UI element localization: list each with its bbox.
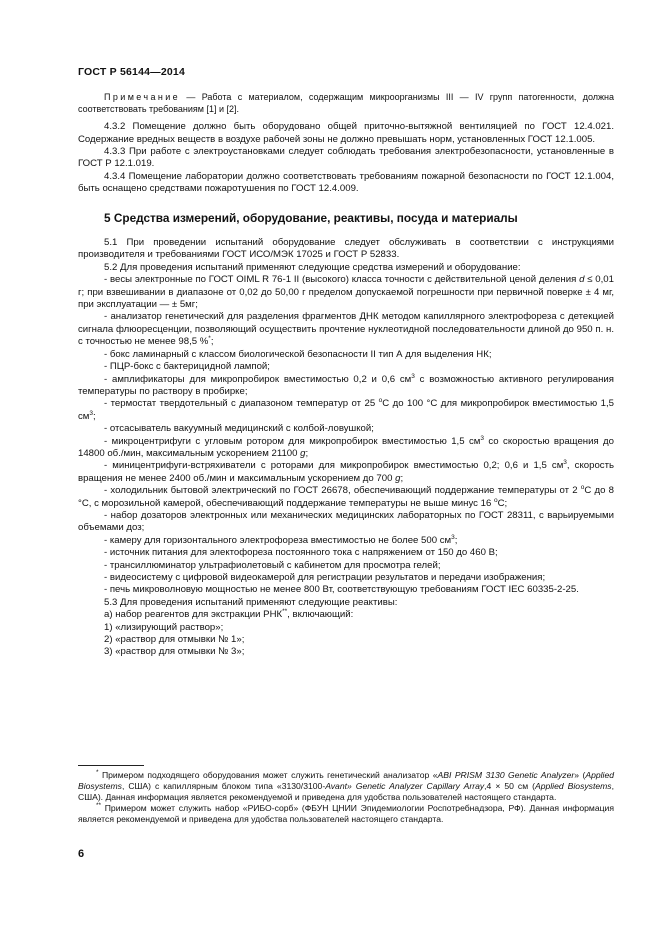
item-box-laminar: - бокс ламинарный с классом биологической безопасности II тип А для выделения НК; xyxy=(104,348,492,360)
item-chamber xyxy=(78,535,614,547)
text-italic: Avant» Genetic Analyzer Capillary Array xyxy=(325,781,485,791)
reagent-item: 3) «раствор для отмывки № 3»; xyxy=(104,646,245,658)
text: , США) с капиллярным блоком типа «3130/3100- xyxy=(121,781,326,791)
clause-5-2: 5.2 Для проведения испытаний применяют следующие средства измерений и оборудование: xyxy=(104,261,521,273)
text: С до 100 °С для микропробирок вместимостью 1,5 см xyxy=(78,398,615,422)
text: » ( xyxy=(574,770,586,780)
text: - микроцентрифуги с угловым ротором для микропробирок вместимостью 1,5 см xyxy=(104,435,481,447)
item-amplifier xyxy=(78,374,614,399)
footnotes xyxy=(78,770,614,825)
item-transilluminator: - трансиллюминатор ультрафиолетовый с кабинетом для просмотра гелей; xyxy=(104,559,441,571)
text: - миницентрифуги-встряхиватели с роторами для микропробирок вместимостью 0,2; 0,6 и 1,5 см xyxy=(104,460,564,472)
superscript: o xyxy=(580,483,585,491)
text-italic: Applied Biosystems xyxy=(78,770,615,791)
text: ; xyxy=(210,336,214,348)
footnote-ref: * xyxy=(208,335,211,343)
superscript: o xyxy=(493,496,498,504)
page-number: 6 xyxy=(78,848,85,860)
superscript: 3 xyxy=(480,434,484,442)
footnote-mark: * xyxy=(96,769,99,777)
clause-5-3: 5.3 Для проведения испытаний применяют следующие реактивы: xyxy=(104,596,398,608)
item-microwave: - печь микроволновую мощностью не менее 800 Вт, соответствующую требованиям ГОСТ IEC 60335-2-25. xyxy=(104,584,579,596)
item-fridge xyxy=(78,485,614,510)
text-italic: d xyxy=(579,274,585,286)
text: - анализатор генетический для разделения фрагментов ДНК методом капиллярного электрофореза с детекцией сигнала флюоресценции, позволяющий осуществить прочтение нуклеотидной последовательности длиной до 950 п. н. с точностью не менее 98,5 % xyxy=(78,311,614,348)
text: ; xyxy=(305,447,309,459)
footnote-mark: ** xyxy=(96,802,102,810)
document-body xyxy=(78,92,614,659)
text: - камеру для горизонтального электрофореза вместимостью не более 500 см xyxy=(104,534,452,546)
item-minicentrifuge xyxy=(78,460,614,485)
text: ; xyxy=(400,472,404,484)
text: - термостат твердотельный с диапазоном температур от 25 xyxy=(104,398,379,410)
note-label: Примечание xyxy=(104,92,181,102)
clause-4-3-2: 4.3.2 Помещение должно быть оборудовано общей приточно-вытяжной вентиляцией по ГОСТ 12.4.021. Содержание вредных веществ в воздухе рабочей зоны не должно превышать норм, установленных ГОСТ 12.1.005. xyxy=(78,121,614,145)
superscript: 3 xyxy=(411,372,415,380)
text: С до 8 °С, с морозильной камерой, обеспечивающий поддержание температуры не выше минус 16 xyxy=(78,485,614,509)
footnote-ref: ** xyxy=(282,608,288,616)
clause-4-3-4: 4.3.4 Помещение лаборатории должно соответствовать требованиям пожарной безопасности по ГОСТ 12.1.004, быть оснащено средствами пожаротушения по ГОСТ 12.4.009. xyxy=(78,170,614,195)
reagent-item: 1) «лизирующий раствор»; xyxy=(104,621,224,633)
text: , скорость вращения не менее 2400 об./мин и максимальным ускорением до 700 xyxy=(78,460,614,484)
text: ; xyxy=(454,534,458,546)
text: , включающий: xyxy=(287,609,354,621)
text-italic: ABI PRISM 3130 Genetic Analyzer xyxy=(437,770,575,780)
superscript: 3 xyxy=(451,533,455,541)
footnote-divider xyxy=(78,765,144,766)
clause-5-1: 5.1 При проведении испытаний оборудование следует обслуживать в соответствии с инструкциями производителя и требованиями ГОСТ ИСО/МЭК 17025 и ГОСТ Р 52833. xyxy=(78,237,614,261)
text: ; xyxy=(93,410,96,422)
reagent-item: 2) «раствор для отмывки № 1»; xyxy=(104,634,245,646)
text-italic: g xyxy=(300,447,306,459)
text-italic: Applied Biosystems xyxy=(534,781,612,791)
text: С; xyxy=(497,497,508,509)
text: а) набор реагентов для экстракции РНК xyxy=(104,609,283,621)
text: Примером может служить набор «РИБО-сорб» (ФБУН ЦНИИ Эпидемиологии Роспотребнадзора, РФ). Данная информация является рекомендуемой и приведена для удобства пользователей настоящего стандарта. xyxy=(78,803,614,824)
superscript: 3 xyxy=(563,459,567,467)
text: ,4 × 50 см ( xyxy=(484,781,535,791)
text: - амплификаторы для микропробирок вместимостью 0,2 и 0,6 см xyxy=(104,373,412,385)
document-header: ГОСТ Р 56144—2014 xyxy=(78,66,186,78)
item-aspirator: - отсасыватель вакуумный медицинский с колбой-ловушкой; xyxy=(104,423,374,435)
item-analyzer xyxy=(78,311,614,348)
superscript: o xyxy=(378,397,383,405)
item-dispensers: - набор дозаторов электронных или механических медицинских лабораторных по ГОСТ 28311, с варьируемыми объемами доз; xyxy=(78,509,614,534)
text: - холодильник бытовой электрический по ГОСТ 26678, обеспечивающий поддержание температуры от 2 xyxy=(104,485,581,497)
section-5-title: 5 Средства измерений, оборудование, реактивы, посуда и материалы xyxy=(104,210,518,225)
text: Примером подходящего оборудования может служить генетический анализатор « xyxy=(98,770,438,780)
footnote-2 xyxy=(78,803,614,825)
text: с возможностью активного регулирования температуры по раствору в пробирке; xyxy=(78,373,614,397)
item-scales xyxy=(78,274,614,311)
item-thermostat xyxy=(78,398,614,423)
note xyxy=(78,92,614,115)
item-box-pcr: - ПЦР-бокс с бактерицидной лампой; xyxy=(104,361,270,373)
text-italic: g xyxy=(395,472,401,484)
item-power-supply: - источник питания для электофореза постоянного тока с напряжением от 150 до 460 В; xyxy=(104,547,498,559)
footnote-1 xyxy=(78,770,614,803)
clause-4-3-3: 4.3.3 При работе с электроустановками следует соблюдать требования электробезопасности, установленные в ГОСТ Р 12.1.019. xyxy=(78,146,614,170)
superscript: 3 xyxy=(89,409,94,417)
text: со скоростью вращения до 14800 об./мин, максимальным ускорением 21100 xyxy=(78,435,614,459)
reagent-kit xyxy=(78,609,614,621)
text: , США). Данная информация является рекомендуемой и приведена для удобства пользователей настоящего стандарта. xyxy=(78,781,614,802)
note-text: — Работа с материалом, содержащим микроорганизмы III — IV групп патогенности, должна соответствовать требованиям [1] и [2]. xyxy=(78,92,614,114)
item-video-system: - видеосистему с цифровой видеокамерой для регистрации результатов и передачи изображения; xyxy=(104,572,546,583)
text: - весы электронные по ГОСТ OIML R 76-1 II (высокого) класса точности с действительной ценой деления xyxy=(104,274,580,286)
text: ≤ 0,01 г; при взвешивании в диапазоне от 0,02 до 50,00 г пределом допускаемой погрешности при первичной поверке ± 4 мг, при эксплуатации — ± 5мг; xyxy=(78,274,614,311)
item-microcentrifuge xyxy=(78,436,614,461)
